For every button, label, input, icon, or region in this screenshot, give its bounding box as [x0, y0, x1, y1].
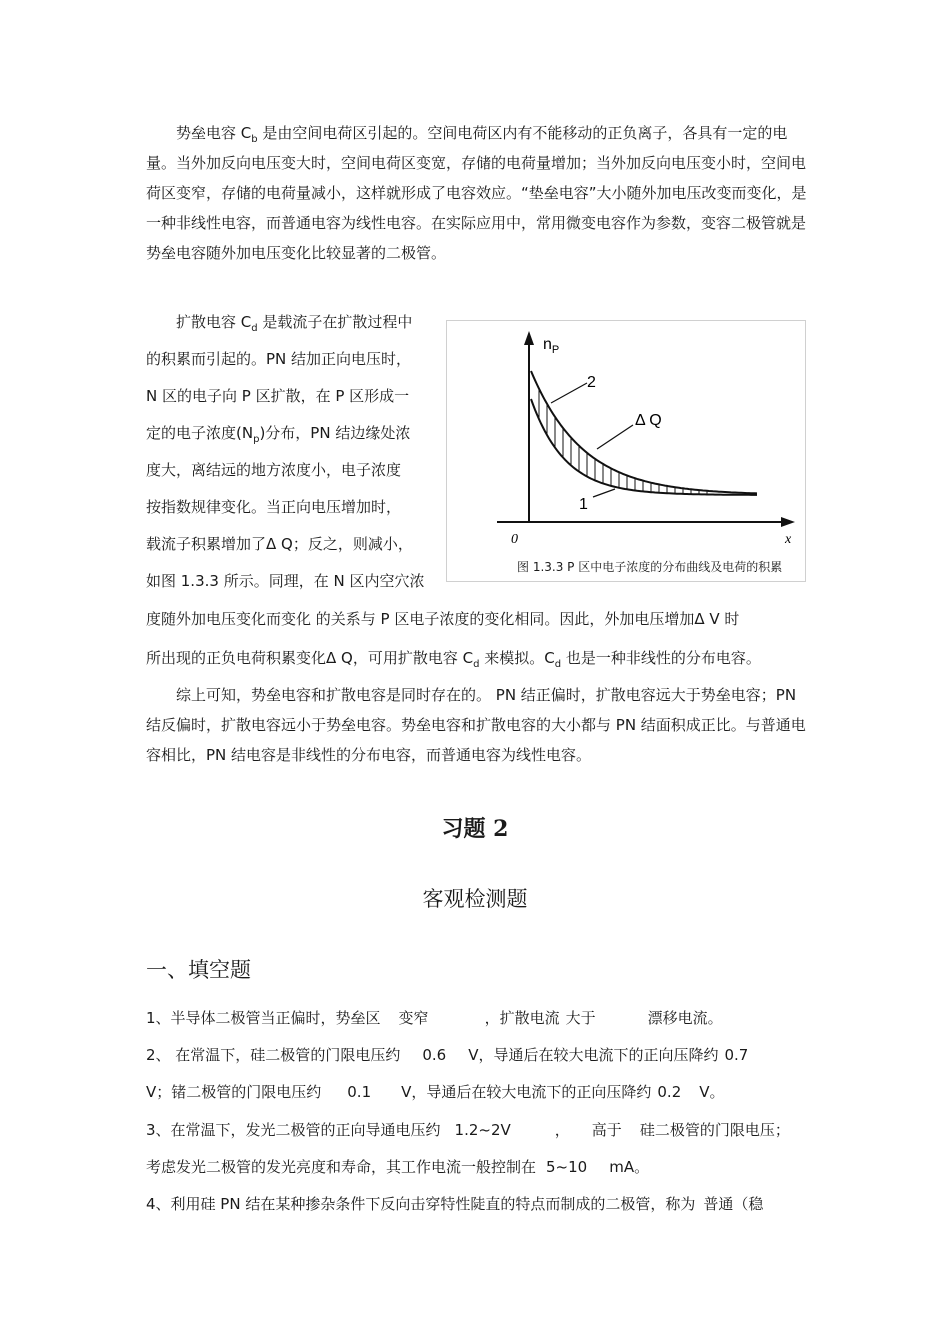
y-axis-label — [543, 336, 559, 356]
section-heading: 一、填空题 — [146, 958, 251, 982]
curve-2-label: 2 — [587, 374, 596, 391]
x-axis-label: x — [785, 532, 792, 547]
text: 所出现的正负电荷积累变化Δ Q，可用扩散电容 C — [146, 649, 474, 667]
p2-line-6: 按指数规律变化。当正向电压增加时， — [146, 498, 402, 516]
text: 扩散电容 C — [176, 313, 252, 331]
answer: 0.1 — [347, 1083, 372, 1101]
y-label-sub: P — [551, 344, 560, 356]
p2-line-10 — [146, 646, 761, 670]
p2-line-8: 如图 1.3.3 所示。同理，在 N 区内空穴浓 — [146, 572, 425, 590]
text: 是由空间电荷区引起的。空间电荷区内有不能移动的正负离子，各具有一定的电量。当外加反向电压变大时，空间电荷区变宽，存储的电荷量增加；当外加反向电压变小时，空间电荷区变窄，存储的电荷量减小，这样就形成了电容效应。“垫垒电容”大小随外加电压改变而变化，是一种非线性电容，而普通电容为线性电容。在实际应用中，常用微变电容作为参数，变容二极管就是势垒电容随外加电压变化比较显著的二极管。 — [146, 124, 807, 262]
text: 也是一种非线性的分布电容。 — [561, 649, 761, 667]
answer: 变窄 — [398, 1009, 429, 1027]
p2-line-7: 载流子积累增加了Δ Q；反之，则减小， — [146, 535, 413, 553]
text: 2、 在常温下，硅二极管的门限电压约 — [146, 1046, 401, 1064]
concentration-diagram — [447, 321, 805, 581]
subscript: b — [251, 134, 258, 145]
p2-line-4 — [146, 421, 410, 445]
exercise-title: 习题 2 — [441, 816, 509, 842]
text: 势垒电容 C — [176, 124, 252, 142]
question-3-line-2 — [146, 1155, 649, 1179]
subscript: d — [473, 659, 480, 670]
subscript: d — [251, 323, 258, 334]
origin-label: 0 — [511, 532, 518, 547]
question-1 — [146, 1006, 723, 1030]
figure-electron-concentration — [446, 320, 806, 582]
answer: 普通（稳 — [703, 1195, 764, 1213]
curve-2 — [531, 371, 757, 493]
question-2-line-1 — [146, 1043, 748, 1067]
delta-q-leader — [597, 425, 633, 449]
text: )分布，PN 结边缘处浓 — [259, 424, 411, 442]
answer: 高于 — [591, 1121, 622, 1139]
x-axis-arrow — [781, 517, 795, 527]
answer: 1.2~2V — [454, 1121, 511, 1139]
text: 4、利用硅 PN 结在某种掺杂条件下反向击穿特性陡直的特点而制成的二极管，称为 — [146, 1195, 696, 1213]
answer: 0.6 — [422, 1046, 447, 1064]
paragraph-barrier-capacitance — [146, 118, 808, 268]
p2-line-3: N 区的电子向 P 区扩散，在 P 区形成一 — [146, 387, 410, 405]
curve-1-label: 1 — [579, 496, 588, 513]
answer: 5~10 — [546, 1158, 588, 1176]
delta-q-hatch — [539, 389, 707, 495]
exercise-subtitle: 客观检测题 — [422, 887, 528, 911]
text: 是载流子在扩散过程中 — [257, 313, 413, 331]
text: V；锗二极管的门限电压约 — [146, 1083, 322, 1101]
paragraph-summary: 综上可知，势垒电容和扩散电容是同时存在的。 PN 结正偏时，扩散电容远大于势垒电容；PN 结反偏时，扩散电容远小于势垒电容。势垒电容和扩散电容的大小都与 PN 结面积成正比。与普通电容相比，PN 结电容是非线性的分布电容，而普通电容为线性电容。 — [146, 686, 806, 764]
text: V，导通后在较大电流下的正向压降约 — [401, 1083, 652, 1101]
text: 考虑发光二极管的发光亮度和寿命，其工作电流一般控制在 — [146, 1158, 537, 1176]
y-axis-arrow — [524, 331, 534, 345]
answer: 0.7 — [724, 1046, 749, 1064]
text: ，扩散电流 — [484, 1009, 560, 1027]
answer: 大于 — [565, 1009, 596, 1027]
p2-line-2: 的积累而引起的。PN 结加正向电压时， — [146, 350, 412, 368]
question-4 — [146, 1192, 763, 1216]
text: 漂移电流。 — [647, 1009, 723, 1027]
p2-line-1 — [176, 310, 412, 334]
text: 3、在常温下，发光二极管的正向导通电压约 — [146, 1121, 441, 1139]
text: mA。 — [609, 1158, 650, 1176]
text: 定的电子浓度(N — [146, 424, 254, 442]
subscript: p — [253, 434, 260, 445]
figure-caption: 图 1.3.3 P 区中电子浓度的分布曲线及电荷的积累 — [517, 560, 783, 574]
label-1-leader — [593, 489, 615, 497]
label-2-leader — [551, 383, 587, 403]
question-2-line-2 — [146, 1080, 725, 1104]
question-3-line-1 — [146, 1118, 790, 1142]
subscript: d — [554, 659, 562, 670]
p2-line-9: 度随外加电压变化而变化 的关系与 P 区电子浓度的变化相同。因此，外加电压增加Δ V 时 — [146, 610, 740, 628]
answer: 0.2 — [657, 1083, 682, 1101]
delta-q-label: Δ Q — [635, 412, 662, 429]
p2-line-5: 度大，离结远的地方浓度小，电子浓度 — [146, 461, 402, 479]
text: V，导通后在较大电流下的正向压降约 — [468, 1046, 719, 1064]
text: ， — [554, 1121, 570, 1139]
text: 来模拟。C — [479, 649, 555, 667]
text: V。 — [699, 1083, 725, 1101]
text: 1、半导体二极管当正偏时，势垒区 — [146, 1009, 381, 1027]
text: 硅二极管的门限电压； — [639, 1121, 790, 1139]
y-label-main: n — [543, 336, 552, 353]
